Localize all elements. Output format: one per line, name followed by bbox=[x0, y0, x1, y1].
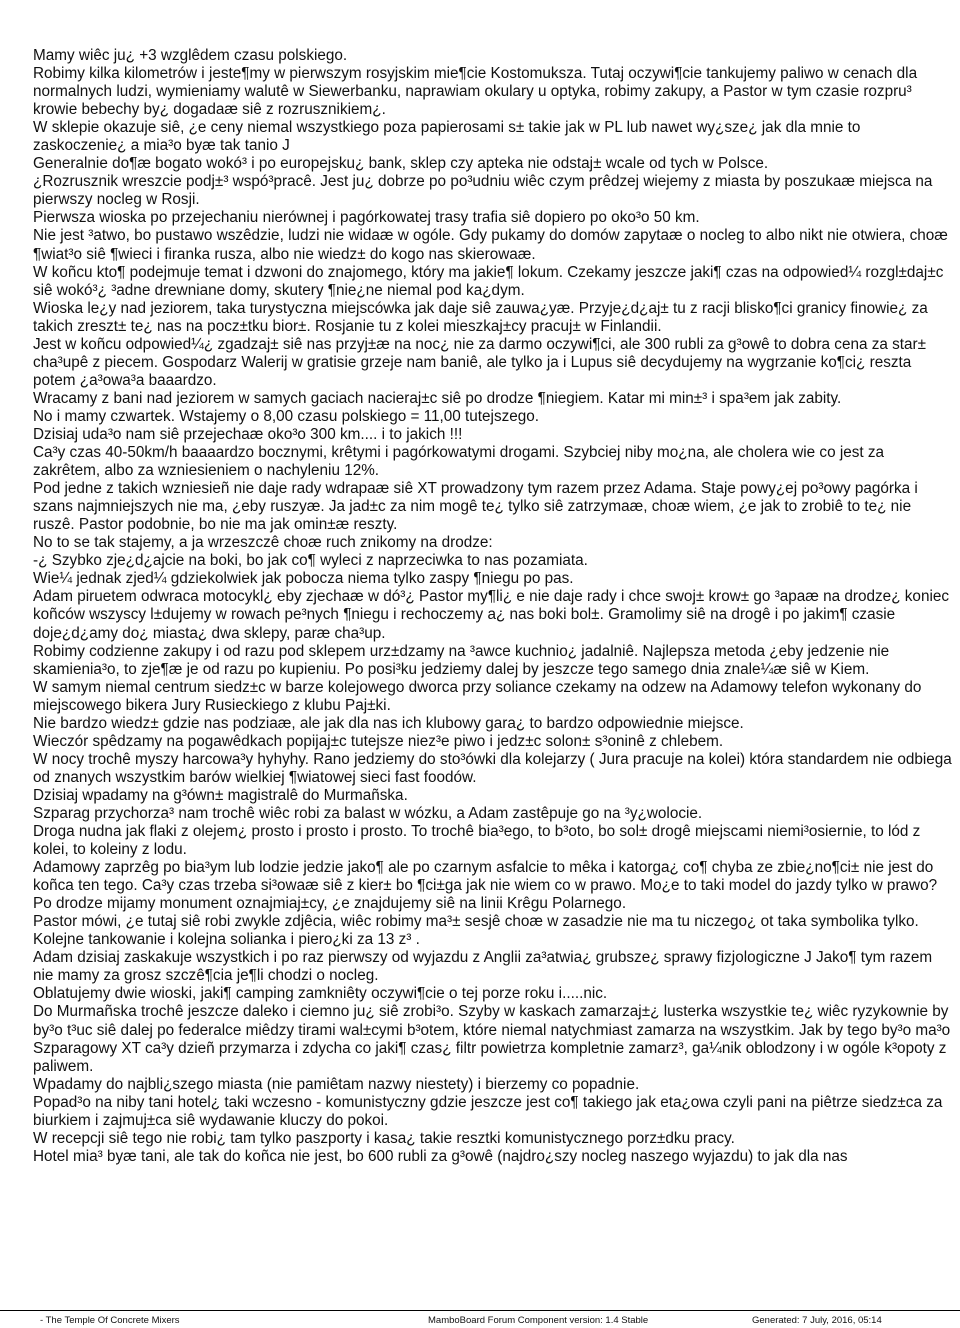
footer-site-name: - The Temple Of Concrete Mixers bbox=[40, 1315, 180, 1326]
paragraph: Popad³o na niby tani hotel¿ taki wczesno - komunistyczny gdzie jeszcze jest co¶ takiego jak eta¿owa czyli pani na piêtrze siedz±ca za biurkiem i zajmuj±ca siê wydawanie kluczy do pokoi. bbox=[33, 1093, 943, 1129]
paragraph: -¿ Szybko zje¿d¿ajcie na boki, bo jak co¶ wyleci z naprzeciwka to nas pozamiata. bbox=[33, 552, 588, 570]
paragraph: Nie bardzo wiedz± gdzie nas podziaæ, ale jak dla nas ich klubowy gara¿ to bardzo odpowiednie miejsce. bbox=[33, 714, 744, 732]
footer-generated-date: Generated: 7 July, 2016, 05:14 bbox=[752, 1315, 882, 1326]
paragraph: Pastor mówi, ¿e tutaj siê robi zwykle zdjêcia, wiêc robimy ma³± sesjê choæ w zasadzie nie ma tu niczego¿ ot taka symbolika tylko. bbox=[33, 913, 919, 931]
paragraph: Nie jest ³atwo, bo pustawo wszêdzie, ludzi nie widaæ w ogóle. Gdy pukamy do domów zapytaæ o nocleg to albo nikt nie otwiera, choæ ¶wiat³o siê ¶wieci i firanka rusza, albo nie wiedz± do kogo nas skierowaæ. bbox=[33, 227, 948, 263]
paragraph: Adam piruetem odwraca motocykl¿ eby zjechaæ w dó³¿ Pastor my¶li¿ e nie daje rady i chce swoj± krow± go ³apaæ na drodze¿ koniec koñców wszyscy l±dujemy w rowach pe³nych ¶niegu i rechoczemy a¿ nas boki bol±. Gramolimy siê na drogê i po jakim¶ czasie doje¿d¿amy do¿ miasta¿ dwa sklepy, paræ cha³up. bbox=[33, 588, 950, 642]
document-body bbox=[33, 47, 955, 1166]
paragraph: No to se tak stajemy, a ja wrzeszczê choæ ruch znikomy na drodze: bbox=[33, 534, 493, 552]
paragraph: Adam dzisiaj zaskakuje wszystkich i po raz pierwszy od wyjazdu z Anglii za³atwia¿ grubsze¿ sprawy fizjologiczne J Jako¶ tym razem nie mamy za grosz szczê¶cia je¶li chodzi o nocleg. bbox=[33, 949, 933, 985]
paragraph: Ca³y czas 40-50km/h baaaardzo bocznymi, krêtymi i pagórkowatymi drogami. Szybciej niby mo¿na, ale cholera wie co jest za zakrêtem, albo za wzniesieniem o nachyleniu 12%. bbox=[33, 444, 885, 480]
paragraph: Droga nudna jak flaki z olejem¿ prosto i prosto i prosto. To trochê bia³ego, to b³oto, bo sol± drogê miejscami niemi³osiernie, to lód z kolei, to koleiny z lodu. bbox=[33, 823, 921, 859]
paragraph: Robimy codzienne zakupy i od razu pod sklepem urz±dzamy na ³awce kuchnio¿ jadalniê. Najlepsza metoda ¿eby jedzenie nie skamienia³o, to zje¶æ je od razu po kupieniu. Po posi³ku jedziemy dalej by jeszcze tego samego dnia znale¼æ siê w Kiem. bbox=[33, 642, 890, 678]
paragraph: Oblatujemy dwie wioski, jaki¶ camping zamkniêty oczywi¶cie o tej porze roku i.....nic. bbox=[33, 985, 608, 1003]
paragraph: Wie¼ jednak zjed¼ gdziekolwiek jak pobocza niema tylko zaspy ¶niegu po pas. bbox=[33, 570, 574, 588]
paragraph: W koñcu kto¶ podejmuje temat i dzwoni do znajomego, który ma jakie¶ lokum. Czekamy jeszcze jaki¶ czas na odpowied¼ rozgl±daj±c siê wokó³¿ ³adne drewniane domy, skutery ¶nie¿ne niemal pod ka¿dym. bbox=[33, 263, 944, 299]
paragraph: Generalnie do¶æ bogato wokó³ i po europejsku¿ bank, sklep czy apteka nie odstaj± wcale od tych w Polsce. bbox=[33, 155, 769, 173]
paragraph: Pod jedne z takich wzniesieñ nie daje rady wdrapaæ siê XT prowadzony tym razem przez Adama. Staje powy¿ej po³owy pagórka i szans najmniejszych nie ma, ¿eby ruszyæ. Ja jad±c za nim mogê te¿ tylko siê zatrzymaæ, choæ wiem, ¿e jak to zrobiê to te¿ nie ruszê. Pastor podobnie, bo nie ma jak omin±æ reszty. bbox=[33, 480, 918, 534]
footer-component-version: MamboBoard Forum Component version: 1.4 Stable bbox=[428, 1315, 649, 1326]
paragraph: Mamy wiêc ju¿ +3 wzglêdem czasu polskiego. bbox=[33, 47, 348, 64]
paragraph: Szparag przychorza³ nam trochê wiêc robi za balast w wózku, a Adam zastêpuje go na ³y¿wolocie. bbox=[33, 804, 703, 822]
paragraph: Hotel mia³ byæ tani, ale tak do koñca nie jest, bo 600 rubli za g³owê (najdro¿szy nocleg naszego wyjazdu) to jak dla nas bbox=[33, 1147, 848, 1165]
paragraph: Jest w koñcu odpowied¼¿ zgadzaj± siê nas przyj±æ na noc¿ nie za darmo oczywi¶ci, ale 300 rubli za g³owê to dobra cena za star± cha³upê z piecem. Gospodarz Walerij w gratisie grzeje nam baniê, ale tylko ja i Lupus siê decydujemy na wygrzanie ko¶ci¿ reszta potem ¿a³owa³a baaardzo. bbox=[33, 335, 927, 389]
paragraph: W nocy trochê myszy harcowa³y hyhyhy. Rano jedziemy do sto³ówki dla kolejarzy ( Jura pracuje na kolei) która standardem nie odbiega od znanych wszystkim barów wielkiej ¶wiatowej sieci fast foodów. bbox=[33, 750, 952, 786]
paragraph: Dzisiaj wpadamy na g³ówn± magistralê do Murmañska. bbox=[33, 786, 408, 804]
paragraph: Dzisiaj uda³o nam siê przejechaæ oko³o 300 km.... i to jakich !!! bbox=[33, 425, 463, 443]
paragraph: Pierwsza wioska po przejechaniu nierównej i pagórkowatej trasy trafia siê dopiero po oko³o 50 km. bbox=[33, 209, 700, 227]
paragraph: Wieczór spêdzamy na pogawêdkach popijaj±c tutejsze niez³e piwo i jedz±c solon± s³oninê z chlebem. bbox=[33, 732, 724, 750]
paragraph: Po drodze mijamy monument oznajmiaj±cy, ¿e znajdujemy siê na linii Krêgu Polarnego. bbox=[33, 895, 627, 913]
paragraph: No i mamy czwartek. Wstajemy o 8,00 czasu polskiego = 11,00 tutejszego. bbox=[33, 407, 540, 425]
page-footer bbox=[0, 1310, 960, 1328]
paragraph: Adamowy zaprzêg po bia³ym lub lodzie jedzie jako¶ ale po czarnym asfalcie to mêka i katorga¿ co¶ chyba ze zbie¿no¶ci± nie jest do koñca ten tego. Ca³y czas trzeba si³owaæ siê z kier± bo ¶ci±ga jak nie wiem co w prawo. Mo¿e to taki model do jazdy tylko w prawo? bbox=[33, 859, 938, 895]
paragraph: Do Murmañska trochê jeszcze daleko i ciemno ju¿ siê zrobi³o. Szyby w kaskach zamarzaj±¿ lusterka wszystkie te¿ wiêc ryzykownie by by³o t³uc siê dalej po federalce miêdzy tirami wal±cymi b³otem, które niemal natychmiast zamarza na wszystkim. Jak by tego by³o ma³o Szparagowy XT ca³y dzieñ przymarza i zdycha co jaki¶ czas¿ filtr powietrza kompletnie zamarz³, ga¼nik oblodzony i w ogóle k³opoty z paliwem. bbox=[33, 1003, 951, 1075]
paragraph: Wioska le¿y nad jeziorem, taka turystyczna miejscówka jak daje siê zauwa¿yæ. Przyje¿d¿aj± tu z racji blisko¶ci granicy finowie¿ za takich zreszt± te¿ nas na pocz±tku bior±. Rosjanie tu z kolei mieszkaj±cy pracuj± w Finlandii. bbox=[33, 299, 928, 335]
paragraph: Robimy kilka kilometrów i jeste¶my w pierwszym rosyjskim mie¶cie Kostomuksza. Tutaj oczywi¶cie tankujemy paliwo w cenach dla normalnych ludzi, wymieniamy walutê w Siewerbanku, naprawiam okulary u optyka, robimy zakupy, a Pastor w tym czasie rozpru³ krowie bebechy by¿ dogadaæ siê z rozrusznikiem¿. bbox=[33, 65, 918, 119]
paragraph: ¿Rozrusznik wreszcie podj±³ wspó³pracê. Jest ju¿ dobrze po po³udniu wiêc czym prêdzej wiejemy z miasta by poszukaæ miejsca na pierwszy nocleg w Rosji. bbox=[33, 173, 933, 209]
paragraph: W recepcji siê tego nie robi¿ tam tylko paszporty i kasa¿ takie resztki komunistycznego porz±dku pracy. bbox=[33, 1129, 735, 1147]
paragraph: Wpadamy do najbli¿szego miasta (nie pamiêtam nazwy niestety) i bierzemy co popadnie. bbox=[33, 1075, 640, 1093]
paragraph: W sklepie okazuje siê, ¿e ceny niemal wszystkiego poza papierosami s± takie jak w PL lub nawet wy¿sze¿ jak dla mnie to zaskoczenie¿ a mia³o byæ tak tanio J bbox=[33, 119, 861, 155]
paragraph: Kolejne tankowanie i kolejna solianka i piero¿ki za 13 z³ . bbox=[33, 931, 420, 949]
paragraph: W samym niemal centrum siedz±c w barze kolejowego dworca przy soliance czekamy na odzew na Adamowy telefon wykonany do miejscowego bikera Jury Rusieckiego z klubu Paj±ki. bbox=[33, 678, 922, 714]
paragraph: Wracamy z bani nad jeziorem w samych gaciach nacieraj±c siê po drodze ¶niegiem. Katar mi min±³ i spa³em jak zabity. bbox=[33, 389, 842, 407]
